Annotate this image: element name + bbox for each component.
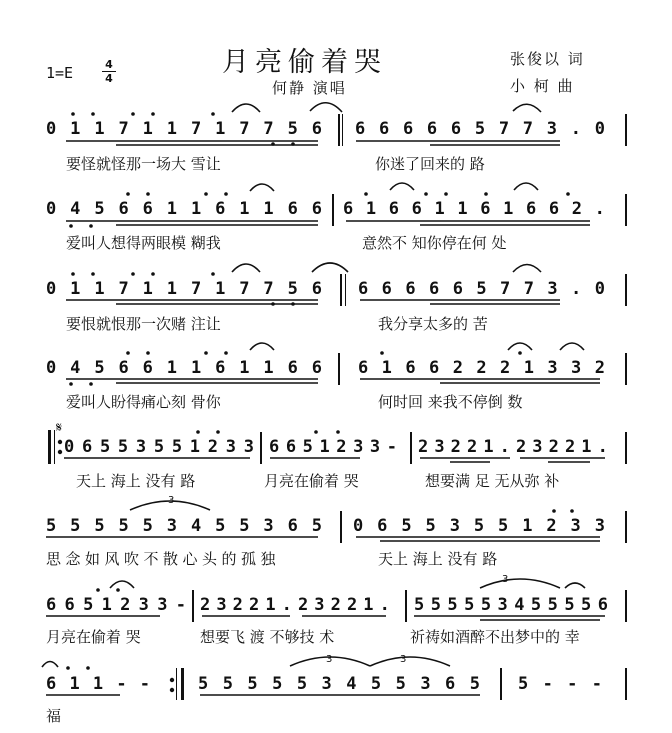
note-token: 4 [190, 516, 202, 536]
note-token: 6 [64, 595, 75, 615]
note-token: 6 [452, 279, 463, 299]
note-token: 6 [118, 199, 129, 219]
tie-mark [250, 184, 274, 191]
tie-mark [310, 103, 342, 112]
note-token: 5 [70, 516, 81, 536]
note-token: 1 [94, 279, 105, 299]
note-token: 6 [287, 516, 298, 536]
note-token: 1 [523, 358, 534, 378]
note-token: . [597, 437, 608, 457]
tie-mark [250, 343, 274, 350]
note-token: 3 [243, 437, 254, 457]
note-token: 1 [166, 358, 178, 378]
note-token: 5 [94, 358, 105, 378]
note-token: 2 [594, 358, 605, 378]
note-token: 5 [272, 674, 283, 694]
note-token: 5 [425, 516, 436, 536]
note-token: 6 [311, 119, 322, 139]
note-token: 3 [594, 516, 605, 536]
tie-mark [514, 183, 538, 190]
note-token: 6 [405, 279, 416, 299]
note-token: 3 [497, 595, 508, 615]
note-token: 4 [70, 199, 81, 219]
note-token: 5 [414, 595, 425, 615]
note-token: 2 [418, 437, 429, 457]
note-token: . [499, 437, 510, 457]
note-token: 1 [166, 199, 178, 219]
note-token: 2 [515, 437, 527, 457]
time-signature-top: 4 [105, 58, 113, 71]
note-token: 1 [263, 199, 274, 219]
note-token: 6 [118, 358, 129, 378]
note-token: 5 [247, 674, 258, 694]
note-token: 2 [120, 595, 131, 615]
note-token: 5 [287, 119, 298, 139]
tie-mark [565, 583, 585, 588]
lyrics-row-7-b: 想要飞 渡 不够技 术 [200, 628, 335, 646]
note-token: 3 [216, 595, 227, 615]
note-token: 1 [69, 674, 80, 694]
note-token: 6 [402, 119, 414, 139]
note-token: 6 [411, 199, 422, 219]
note-token: 0 [46, 358, 57, 378]
note-token: 4 [346, 674, 357, 694]
note-token: 1 [92, 674, 104, 694]
note-token: 6 [81, 437, 93, 457]
note-token: 6 [526, 199, 537, 219]
note-token: 6 [426, 119, 438, 139]
note-token: 6 [378, 119, 390, 139]
note-token: 5 [222, 674, 233, 694]
tie-mark [390, 183, 414, 190]
note-token: 3 [547, 279, 558, 299]
note-token: 3 [532, 437, 543, 457]
key-signature: 1=E [46, 64, 74, 82]
note-token: 5 [311, 516, 322, 536]
note-token: 2 [564, 437, 576, 457]
note-token: 5 [302, 437, 313, 457]
note-token: 1 [263, 358, 274, 378]
note-token: 5 [473, 516, 485, 536]
note-token: 1 [215, 279, 226, 299]
note-token: 5 [430, 595, 441, 615]
note-token: 5 [99, 437, 111, 457]
note-token: 6 [287, 199, 298, 219]
note-token: 3 [157, 595, 168, 615]
note-token: . [594, 199, 605, 219]
note-token: 6 [311, 279, 322, 299]
note-token: 5 [469, 674, 480, 694]
note-token: 6 [381, 279, 392, 299]
note-token: 1 [581, 437, 592, 457]
lyrics-row-7-a: 月亮在偷着 哭 [46, 628, 141, 646]
note-token: 1 [319, 437, 330, 457]
note-token: 2 [500, 358, 511, 378]
note-token: 5 [117, 437, 129, 457]
note-token: 2 [207, 437, 218, 457]
note-token: 0 [64, 437, 75, 457]
note-token: 5 [239, 516, 250, 536]
note-token: 2 [546, 516, 557, 536]
note-token: 5 [118, 516, 129, 536]
note-token: 1 [365, 199, 377, 219]
note-token: 5 [498, 516, 509, 536]
note-token: . [570, 119, 581, 139]
note-token: 6 [548, 199, 560, 219]
note-token: 1 [70, 119, 81, 139]
note-token: 3 [263, 516, 274, 536]
note-token: 6 [355, 119, 366, 139]
tie-mark [232, 104, 260, 112]
note-token: - [386, 437, 397, 457]
lyrics-row-1-b: 你迷了回来的 路 [375, 155, 485, 173]
note-token: 3 [570, 516, 581, 536]
note-token: 5 [474, 119, 486, 139]
lyrics-row-8-a: 福 [46, 707, 62, 725]
note-token: 7 [523, 279, 534, 299]
lyrics-row-1-a: 要怪就怪那一场大 雪让 [66, 155, 221, 173]
note-token: 5 [171, 437, 183, 457]
lyrics-row-4-a: 爱叫人盼得痛心刻 骨你 [66, 393, 221, 411]
note-token: 2 [548, 437, 559, 457]
note-token: 6 [215, 358, 226, 378]
note-token: 5 [395, 674, 406, 694]
note-token: - [542, 674, 553, 694]
composer-credit: 小 柯 曲 [510, 77, 575, 95]
note-token: 3 [314, 595, 325, 615]
note-token: 2 [476, 358, 487, 378]
tie-mark [232, 264, 260, 272]
note-token: 2 [297, 595, 309, 615]
note-token: 7 [118, 279, 129, 299]
note-token: . [571, 279, 582, 299]
note-token: 1 [503, 199, 514, 219]
note-token: 0 [46, 119, 57, 139]
lyrics-row-2-a: 爱叫人想得两眼模 糊我 [66, 234, 221, 252]
note-token: 6 [311, 199, 322, 219]
note-token: 6 [377, 516, 388, 536]
note-token: 7 [190, 279, 202, 299]
note-token: 0 [594, 119, 605, 139]
note-token: - [591, 674, 602, 694]
note-token: 2 [200, 595, 211, 615]
note-token: 1 [142, 279, 153, 299]
note-token: 0 [46, 199, 57, 219]
lyricist-credit: 张俊以 词 [510, 50, 585, 68]
note-token: 7 [263, 119, 274, 139]
note-token: 1 [190, 199, 202, 219]
note-token: 3 [449, 516, 460, 536]
note-token: 4 [514, 595, 525, 615]
note-token: 5 [46, 516, 57, 536]
note-token: 5 [215, 516, 226, 536]
lyrics-row-2-b: 意然不 知你停在何 处 [362, 234, 507, 252]
tie-mark [513, 104, 541, 112]
note-token: 6 [480, 199, 491, 219]
lyrics-row-6-b: 天上 海上 没有 路 [378, 550, 498, 568]
lyrics-row-3-b: 我分享太多的 苦 [378, 315, 488, 333]
note-token: 5 [547, 595, 558, 615]
note-token: 2 [450, 437, 461, 457]
note-token: 1 [166, 279, 178, 299]
note-token: 5 [447, 595, 458, 615]
note-token: 3 [138, 595, 149, 615]
note-token: 6 [405, 358, 416, 378]
note-token: - [116, 674, 127, 694]
note-token: 1 [239, 358, 250, 378]
note-token: 1 [457, 199, 468, 219]
note-token: 5 [476, 279, 487, 299]
note-token: 3 [166, 516, 178, 536]
note-token: 5 [401, 516, 412, 536]
note-token: 6 [142, 199, 153, 219]
note-token: 5 [94, 516, 105, 536]
note-token: 7 [498, 119, 510, 139]
note-token: 3 [135, 437, 147, 457]
note-token: 4 [70, 358, 81, 378]
triplet-mark: 3 [400, 654, 407, 665]
note-token: 1 [434, 199, 445, 219]
note-token: 1 [70, 279, 81, 299]
note-token: 6 [269, 437, 280, 457]
tie-mark [508, 343, 532, 350]
lyrics-row-3-a: 要恨就恨那一次赌 注让 [66, 315, 221, 333]
note-token: 1 [142, 119, 153, 139]
note-token: 7 [118, 119, 129, 139]
note-token: 7 [522, 119, 534, 139]
triplet-mark: 3 [326, 654, 333, 665]
note-token: 5 [94, 199, 105, 219]
note-token: 6 [215, 199, 226, 219]
slur-mark [370, 657, 450, 666]
note-token: 3 [369, 437, 381, 457]
note-token: 5 [564, 595, 575, 615]
triplet-mark: 3 [502, 574, 509, 585]
note-token: 3 [547, 358, 558, 378]
note-token: 6 [46, 595, 57, 615]
lyrics-row-5-c: 想要满 足 无从弥 补 [425, 472, 560, 490]
note-token: 6 [285, 437, 297, 457]
note-token: 3 [420, 674, 431, 694]
tie-mark [513, 265, 541, 273]
note-token: 5 [142, 516, 153, 536]
note-token: 7 [263, 279, 274, 299]
note-token: 1 [483, 437, 494, 457]
note-token: 0 [46, 279, 57, 299]
note-token: 5 [518, 674, 529, 694]
tie-mark [42, 662, 58, 668]
note-token: 0 [353, 516, 364, 536]
note-token: 0 [594, 279, 605, 299]
note-token: 2 [232, 595, 243, 615]
lyrics-row-4-b: 何时回 来我不停倒 数 [378, 393, 523, 411]
note-token: 6 [142, 358, 153, 378]
note-token: 2 [248, 595, 260, 615]
singer-credit: 何静 演唱 [272, 79, 347, 97]
note-token: 6 [358, 279, 369, 299]
note-token: 6 [429, 358, 440, 378]
note-token: - [567, 674, 578, 694]
note-token: 5 [198, 674, 209, 694]
note-token: 6 [388, 199, 399, 219]
note-token: 7 [500, 279, 511, 299]
lyrics-row-5-b: 月亮在偷着 哭 [264, 472, 359, 490]
note-token: 7 [239, 279, 250, 299]
note-token: 1 [190, 358, 202, 378]
note-token: 5 [287, 279, 298, 299]
note-token: 1 [381, 358, 392, 378]
note-token: 3 [571, 358, 582, 378]
note-token: - [175, 595, 186, 615]
note-token: 2 [452, 358, 463, 378]
note-token: 3 [225, 437, 236, 457]
note-token: 1 [94, 119, 105, 139]
note-token: 7 [190, 119, 202, 139]
note-token: 6 [429, 279, 440, 299]
note-token: 5 [480, 595, 492, 615]
note-token: 6 [450, 119, 462, 139]
note-token: 1 [522, 516, 533, 536]
tie-mark [110, 581, 134, 588]
note-token: 3 [321, 674, 332, 694]
note-token: 5 [153, 437, 165, 457]
note-token: 1 [265, 595, 276, 615]
note-token: 6 [358, 358, 369, 378]
slur-mark [480, 579, 560, 588]
note-token: 5 [296, 674, 308, 694]
note-token: 5 [83, 595, 94, 615]
note-token: 5 [581, 595, 592, 615]
note-token: 5 [370, 674, 382, 694]
lyrics-row-7-c: 祈祷如酒醉不出梦中的 幸 [410, 628, 580, 646]
note-token: 3 [434, 437, 445, 457]
tie-mark [560, 343, 584, 350]
note-token: 6 [445, 674, 456, 694]
note-token: 1 [101, 595, 112, 615]
note-token: - [139, 674, 150, 694]
triplet-mark: 3 [168, 495, 175, 506]
note-token: 2 [336, 437, 347, 457]
note-token: 6 [311, 358, 322, 378]
note-token: 2 [330, 595, 341, 615]
note-token: 2 [571, 199, 582, 219]
note-token: 6 [46, 674, 57, 694]
note-token: 3 [353, 437, 364, 457]
note-token: 7 [239, 119, 250, 139]
tie-mark [312, 263, 348, 272]
note-token: 5 [464, 595, 475, 615]
note-token: . [379, 595, 390, 615]
note-token: 1 [166, 119, 178, 139]
note-token: 6 [287, 358, 298, 378]
song-title: 月亮偷着哭 [222, 47, 387, 78]
segno-icon: 𝄋 [56, 420, 63, 436]
note-token: 1 [363, 595, 374, 615]
note-token: 6 [597, 595, 608, 615]
note-token: 1 [215, 119, 226, 139]
note-token: 5 [530, 595, 542, 615]
time-signature-bottom: 4 [105, 72, 113, 85]
note-token: 6 [343, 199, 354, 219]
note-token: 3 [546, 119, 557, 139]
note-token: 1 [239, 199, 250, 219]
lyrics-row-6-a: 思念如风吹不散心头的孤独 [46, 550, 281, 568]
note-token: . [281, 595, 292, 615]
note-token: 2 [466, 437, 478, 457]
lyrics-row-5-a: 天上 海上 没有 路 [76, 472, 196, 490]
note-token: 2 [346, 595, 358, 615]
note-token: 1 [189, 437, 201, 457]
